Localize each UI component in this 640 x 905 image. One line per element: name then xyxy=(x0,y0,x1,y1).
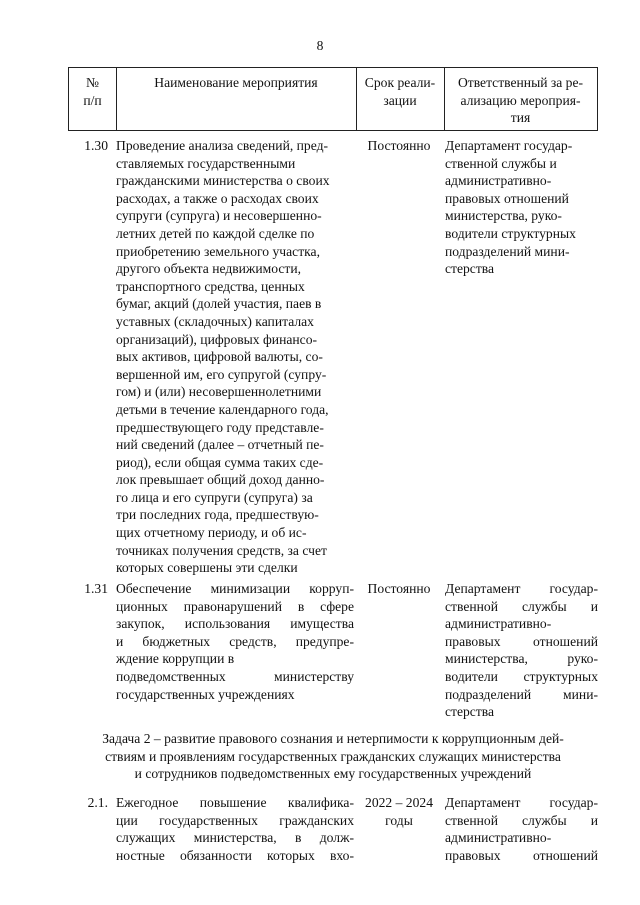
row-name-line: точниках получения средств, за счет xyxy=(116,542,327,558)
header-term xyxy=(356,68,444,136)
row-resp-line: подразделений мини- xyxy=(445,243,570,259)
header-resp xyxy=(444,68,597,136)
row-name-line: лок превышает общий доход данно- xyxy=(116,472,325,488)
row-resp-line: подразделений мини- xyxy=(445,686,598,702)
header-name xyxy=(116,68,356,136)
row-resp-line: стерства xyxy=(445,261,495,277)
row-name-line: государственных учреждениях xyxy=(116,686,295,702)
row-name-line: предшествующего году представле- xyxy=(116,419,324,435)
row-name-line: го лица и его супруги (супруга) за xyxy=(116,489,313,505)
row-resp-line: правовых отношений xyxy=(445,190,569,206)
row-number-text: 1.31 xyxy=(84,581,108,596)
row-name-line: вершенной им, его супругой (супру- xyxy=(116,366,327,382)
row-name-line: супруги (супруга) и несовершенно- xyxy=(116,208,322,224)
row-responsible xyxy=(445,580,598,721)
row-name-line: Обеспечение минимизации корруп- xyxy=(116,581,354,596)
row-name-line: риод), если общая сумма таких сде- xyxy=(116,454,324,470)
row-name-line: которых совершены эти сделки xyxy=(116,560,298,576)
row-number xyxy=(68,137,108,155)
row-term-line: Постоянно xyxy=(367,138,431,153)
row-resp-line: ственной службы и xyxy=(445,155,557,171)
row-resp-line: ственной службы и xyxy=(445,598,598,614)
row-term-line: годы xyxy=(385,812,413,828)
row-name-line: гом) и (или) несовершеннолетними xyxy=(116,384,322,400)
row-name-line: ностные обязанности которых вхо- xyxy=(116,847,354,863)
table-header xyxy=(68,67,598,131)
row-name-line: подведомственных министерству xyxy=(116,668,354,684)
row-name-line: другого объекта недвижимости, xyxy=(116,261,301,277)
row-number xyxy=(68,794,108,812)
task-heading-line: и сотрудников подведомственных ему государственных учреждений xyxy=(134,766,532,782)
row-name-line: вых активов, цифровой валюты, со- xyxy=(116,349,323,365)
row-name-line: организаций), цифровых финансо- xyxy=(116,331,318,347)
row-resp-line: правовых отношений xyxy=(445,633,598,649)
row-resp-line: административно- xyxy=(445,830,552,846)
row-resp-line: административно- xyxy=(445,616,552,632)
row-term xyxy=(355,794,443,829)
row-name-line: Проведение анализа сведений, пред- xyxy=(116,138,329,153)
row-name-line: приобретению земельного участка, xyxy=(116,243,320,259)
header-resp-line: Ответственный за ре- xyxy=(457,75,584,90)
row-name-line: ждение коррупции в xyxy=(116,651,235,667)
row-name xyxy=(116,794,354,864)
row-resp-line: стерства xyxy=(445,704,495,720)
header-num-line: № xyxy=(86,75,99,90)
row-name-line: ставляемых государственными xyxy=(116,155,296,171)
row-resp-line: водители структурных xyxy=(445,668,598,684)
row-name-line: служащих министерства, в долж- xyxy=(116,830,354,846)
row-name-line: транспортного средства, ценных xyxy=(116,278,305,294)
row-name-line: ции государственных гражданских xyxy=(116,812,354,828)
header-num-line: п/п xyxy=(83,92,102,108)
row-resp-line: Департамент государ- xyxy=(445,138,573,153)
row-name-line: ционных правонарушений в сфере xyxy=(116,598,354,614)
row-number xyxy=(68,580,108,598)
row-resp-line: водители структурных xyxy=(445,225,576,241)
row-name-line: Ежегодное повышение квалифика- xyxy=(116,795,354,810)
task-heading-line: ствиям и проявлениям государственных гражданских служащих министерства xyxy=(105,748,561,764)
row-name-line: детьми в течение календарного года, xyxy=(116,401,329,417)
row-name-line: гражданскими министерства о своих xyxy=(116,173,330,189)
row-term-line: 2022 – 2024 xyxy=(365,795,433,810)
row-resp-line: министерства, руко- xyxy=(445,208,562,224)
row-number-text: 2.1. xyxy=(87,795,108,810)
row-name-line: три последних года, предшествую- xyxy=(116,507,319,523)
task-heading-line: Задача 2 – развитие правового сознания и нетерпимости к коррупционным дей- xyxy=(102,731,564,746)
task-heading xyxy=(68,730,598,783)
row-resp-line: ственной службы и xyxy=(445,812,598,828)
row-term-line: Постоянно xyxy=(367,581,431,596)
header-term-line: Срок реали- xyxy=(364,75,436,90)
header-resp-line: ализацию мероприя- xyxy=(460,92,581,108)
header-term-line: зации xyxy=(383,92,417,108)
header-resp-line: тия xyxy=(510,110,531,126)
header-num xyxy=(69,68,116,136)
row-resp-line: Департамент государ- xyxy=(445,795,598,810)
row-name-line: бумаг, акций (долей участия, паев в xyxy=(116,296,322,312)
row-name-line: ний сведений (далее – отчетный пе- xyxy=(116,437,324,453)
row-name-line: уставных (складочных) капиталах xyxy=(116,313,314,329)
row-resp-line: правовых отношений xyxy=(445,847,598,863)
row-name xyxy=(116,137,356,577)
row-name-line: закупок, использования имущества xyxy=(116,616,354,632)
row-number-text: 1.30 xyxy=(84,138,108,153)
row-term xyxy=(355,580,443,598)
row-resp-line: министерства, руко- xyxy=(445,651,598,667)
row-name-line: и бюджетных средств, предупре- xyxy=(116,633,354,649)
row-name xyxy=(116,580,354,703)
row-name-line: щих отчетному периоду, и об ис- xyxy=(116,525,307,541)
row-name-line: летних детей по каждой сделке по xyxy=(116,225,315,241)
row-responsible xyxy=(445,137,598,278)
row-name-line: расходах, а также о расходах своих xyxy=(116,190,319,206)
row-resp-line: административно- xyxy=(445,173,552,189)
row-responsible xyxy=(445,794,598,864)
page-number: 8 xyxy=(316,38,324,53)
row-term xyxy=(355,137,443,155)
row-resp-line: Департамент государ- xyxy=(445,581,598,596)
header-name-line: Наименование мероприятия xyxy=(154,75,318,90)
